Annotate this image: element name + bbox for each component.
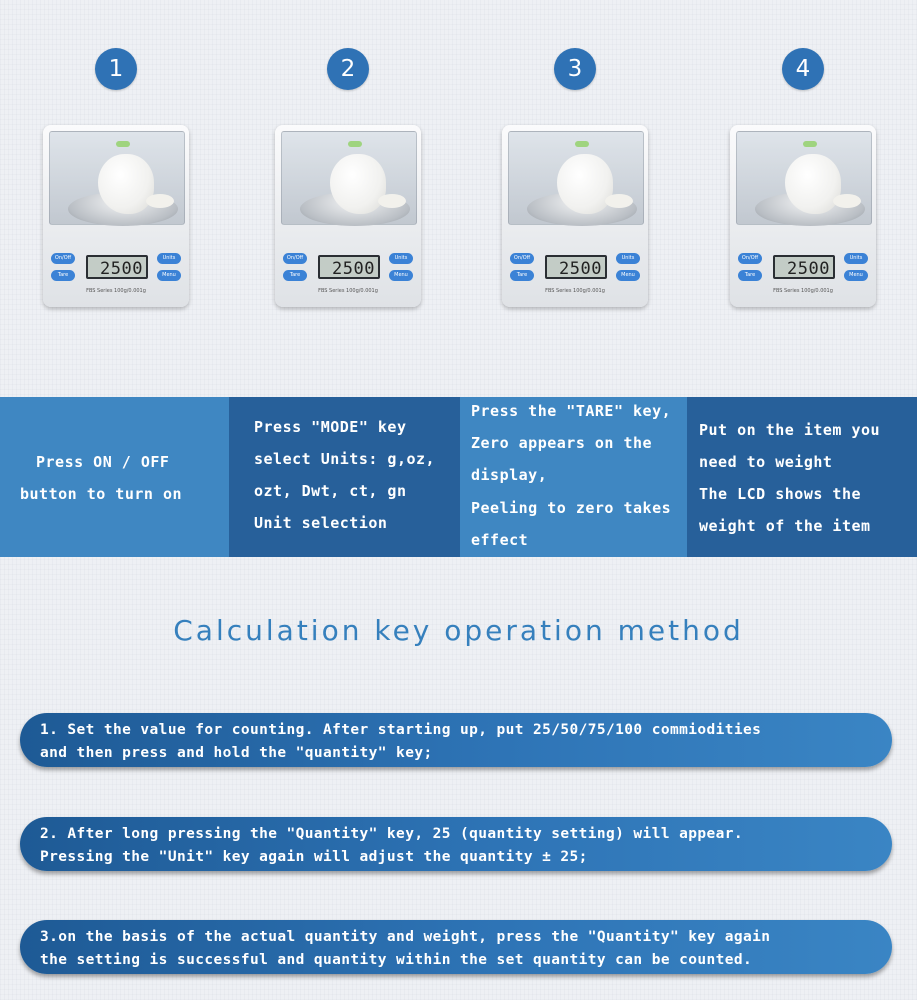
desc-line: Unit selection bbox=[254, 514, 388, 532]
step-3-description bbox=[460, 397, 687, 557]
desc-line: Zero appears on the bbox=[471, 434, 653, 452]
scale-image bbox=[43, 125, 189, 307]
step-number-badge: 4 bbox=[782, 48, 824, 90]
instruction-line: 2. After long pressing the "Quantity" key, 25 (quantity setting) will appear. bbox=[40, 826, 743, 842]
desc-line: Press "MODE" key bbox=[254, 418, 407, 436]
units-key: Units bbox=[844, 253, 868, 264]
desc-line: Press ON / OFF bbox=[36, 453, 170, 471]
units-key: Units bbox=[389, 253, 413, 264]
step-4-description bbox=[687, 397, 917, 557]
instruction-line: the setting is successful and quantity within the set quantity can be counted. bbox=[40, 952, 753, 968]
desc-line: Put on the item you bbox=[699, 421, 881, 439]
step-2 bbox=[248, 0, 448, 330]
instruction-line: and then press and hold the "quantity" key; bbox=[40, 745, 433, 761]
instruction-line: 1. Set the value for counting. After starting up, put 25/50/75/100 commiodities bbox=[40, 722, 762, 738]
desc-line: effect bbox=[471, 531, 529, 549]
instruction-line: Pressing the "Unit" key again will adjust the quantity ± 25; bbox=[40, 849, 588, 865]
step-3 bbox=[475, 0, 675, 330]
instruction-line: 3.on the basis of the actual quantity and weight, press the "Quantity" key again bbox=[40, 929, 771, 945]
step-1-description bbox=[0, 397, 229, 557]
desc-line: select Units: g,oz, bbox=[254, 450, 436, 468]
series-label: FBS Series 100g/0.001g bbox=[318, 288, 378, 294]
menu-key: Menu bbox=[389, 270, 413, 281]
menu-key: Menu bbox=[844, 270, 868, 281]
onoff-key: On/Off bbox=[738, 253, 762, 264]
step-4 bbox=[703, 0, 903, 330]
step-number-badge: 3 bbox=[554, 48, 596, 90]
series-label: FBS Series 100g/0.001g bbox=[773, 288, 833, 294]
desc-line: Press the "TARE" key, bbox=[471, 402, 672, 420]
onoff-key: On/Off bbox=[283, 253, 307, 264]
onoff-key: On/Off bbox=[51, 253, 75, 264]
desc-line: ozt, Dwt, ct, gn bbox=[254, 482, 407, 500]
menu-key: Menu bbox=[616, 270, 640, 281]
step-description-band bbox=[0, 397, 917, 557]
lcd-display: 2500 bbox=[318, 255, 380, 279]
tare-key: Tare bbox=[738, 270, 762, 281]
units-key: Units bbox=[157, 253, 181, 264]
desc-line: The LCD shows the bbox=[699, 485, 862, 503]
instruction-2 bbox=[20, 817, 892, 871]
scale-image bbox=[275, 125, 421, 307]
desc-line: weight of the item bbox=[699, 517, 871, 535]
desc-line: button to turn on bbox=[20, 485, 183, 503]
tare-key: Tare bbox=[51, 270, 75, 281]
desc-line: display, bbox=[471, 466, 548, 484]
onoff-key: On/Off bbox=[510, 253, 534, 264]
tare-key: Tare bbox=[283, 270, 307, 281]
step-number-badge: 2 bbox=[327, 48, 369, 90]
step-1 bbox=[16, 0, 216, 330]
step-number-badge: 1 bbox=[95, 48, 137, 90]
series-label: FBS Series 100g/0.001g bbox=[545, 288, 605, 294]
tare-key: Tare bbox=[510, 270, 534, 281]
units-key: Units bbox=[616, 253, 640, 264]
scale-image bbox=[730, 125, 876, 307]
instruction-3 bbox=[20, 920, 892, 974]
lcd-display: 2500 bbox=[545, 255, 607, 279]
menu-key: Menu bbox=[157, 270, 181, 281]
desc-line: need to weight bbox=[699, 453, 833, 471]
series-label: FBS Series 100g/0.001g bbox=[86, 288, 146, 294]
desc-line: Peeling to zero takes bbox=[471, 499, 672, 517]
scale-image bbox=[502, 125, 648, 307]
lcd-display: 2500 bbox=[86, 255, 148, 279]
step-2-description bbox=[229, 397, 460, 557]
lcd-display: 2500 bbox=[773, 255, 835, 279]
section-title: Calculation key operation method bbox=[173, 614, 744, 647]
instruction-1 bbox=[20, 713, 892, 767]
